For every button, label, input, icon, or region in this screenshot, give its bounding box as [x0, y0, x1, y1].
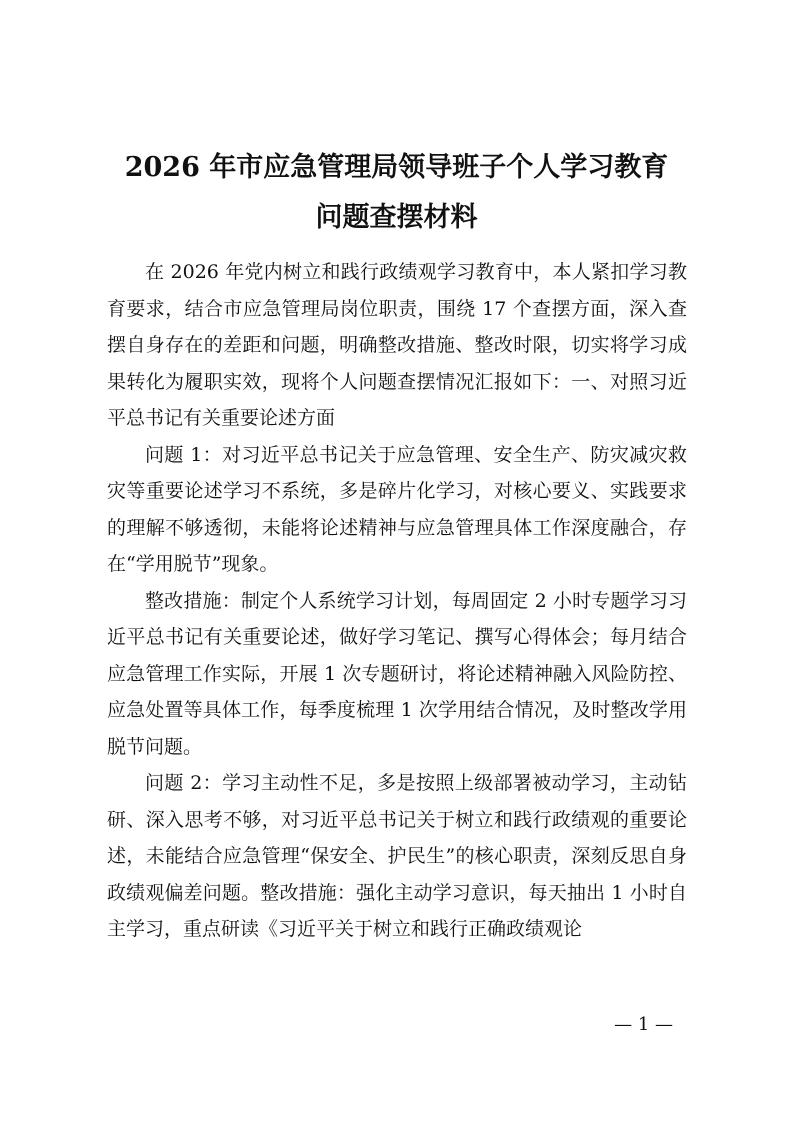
document-body — [107, 254, 687, 948]
title-line-1: 2026 年市应急管理局领导班子个人学习教育 — [124, 152, 669, 183]
paragraph-problem-2: 问题 2：学习主动性不足，多是按照上级部署被动学习，主动钻研、深入思考不够，对习近平总书记关于树立和践行政绩观的重要论述，未能结合应急管理“保安全、护民生”的核心职责，深刻反思自身政绩观偏差问题。整改措施：强化主动学习意识，每天抽出 1 小时自主学习，重点研读《习近平关于树立和践行正确政绩观论 — [107, 772, 687, 940]
document-title — [100, 143, 693, 243]
paragraph-problem-1: 问题 1：对习近平总书记关于应急管理、安全生产、防灾减灾救灾等重要论述学习不系统，多是碎片化学习，对核心要义、实践要求的理解不够透彻，未能将论述精神与应急管理具体工作深度融合，存在“学用脱节”现象。 — [107, 443, 687, 575]
paragraph-measures-1: 整改措施：制定个人系统学习计划，每周固定 2 小时专题学习习近平总书记有关重要论述，做好学习笔记、撰写心得体会；每月结合应急管理工作实际，开展 1 次专题研讨，将论述精神融入风险防控、应急处置等具体工作，每季度梳理 1 次学用结合情况，及时整改学用脱节问题。 — [107, 589, 687, 758]
title-line-2: 问题查摆材料 — [315, 202, 478, 233]
paragraph-intro: 在 2026 年党内树立和践行政绩观学习教育中，本人紧扣学习教育要求，结合市应急管理局岗位职责，围绕 17 个查摆方面，深入查摆自身存在的差距和问题，明确整改措施、整改时限，切实将学习成果转化为履职实效，现将个人问题查摆情况汇报如下：一、对照习近平总书记有关重要论述方面 — [107, 261, 687, 429]
page-number: — 1 — — [614, 1014, 673, 1035]
